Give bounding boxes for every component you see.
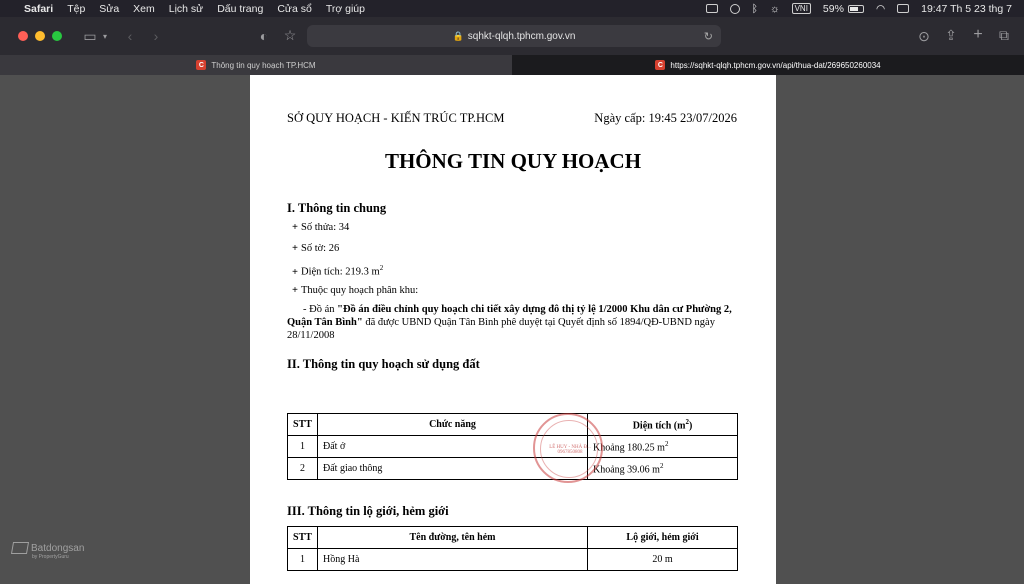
col-area: Diện tích $(m^2)$ xyxy=(588,414,738,436)
menu-history[interactable]: Lịch sử xyxy=(168,2,204,15)
document-title: THÔNG TIN QUY HOẠCH xyxy=(384,149,642,173)
screen-mirroring-icon[interactable] xyxy=(706,4,718,13)
display-icon[interactable]: ☼ xyxy=(769,2,780,15)
zoning-plan-description: - Đồ án "Đồ án điều chỉnh quy hoạch chi tiết xây dựng đô thị tỷ lệ 1/2000 Khu dân cư Phường 2, Quận Tân Bình" đã được UBND Quận Tân Bình phê duyệt tại Quyết định số 1894/QĐ-UBND ngày 28/11/2008 xyxy=(287,304,732,341)
battery-percent: 59% xyxy=(822,2,844,15)
table-header-row xyxy=(288,414,738,436)
tab-label: https://sqhkt-qlqh.tphcm.gov.vn/api/thua-dat/269650260034 xyxy=(670,60,881,70)
window-controls xyxy=(0,31,62,41)
forward-button[interactable]: › xyxy=(153,28,159,44)
menu-bookmarks[interactable]: Dấu trang xyxy=(217,2,264,15)
menu-file[interactable]: Tệp xyxy=(67,2,86,15)
section-road-width-heading: III. Thông tin lộ giới, hẻm giới xyxy=(287,504,449,518)
plan-title: "Đồ án điều chỉnh quy hoạch chi tiết xây dựng đô thị tỷ lệ 1/2000 Khu dân cư Phường 2, Quận Tân Bình" xyxy=(287,304,732,328)
col-road-name: Tên đường, tên hẻm xyxy=(318,527,588,549)
document-header xyxy=(287,111,737,126)
battery-status[interactable] xyxy=(823,3,864,15)
back-button[interactable]: ‹ xyxy=(127,28,133,44)
menu-edit[interactable]: Sửa xyxy=(99,2,120,15)
table-row: 1 Đất ở Khoảng 180.25 $m^2$ xyxy=(288,436,738,458)
col-stt: STT xyxy=(288,527,318,549)
new-tab-button[interactable]: + xyxy=(973,26,983,43)
menu-bar xyxy=(0,0,1024,17)
site-favicon-icon: C xyxy=(655,60,665,70)
tab-label: Thông tin quy hoạch TP.HCM xyxy=(211,60,316,70)
tab-planning-info[interactable] xyxy=(0,55,512,75)
sheet-number: + Số tờ: 26 xyxy=(292,243,340,254)
browser-toolbar xyxy=(0,17,1024,55)
download-icon[interactable]: ⊙ xyxy=(918,28,930,44)
section-land-use-heading: II. Thông tin quy hoạch sử dụng đất xyxy=(287,357,480,371)
planning-document xyxy=(250,75,776,584)
batdongsan-watermark: Batdongsan by PropertyGuru xyxy=(12,542,84,560)
menu-app-name[interactable]: Safari xyxy=(24,2,54,15)
issue-date: Ngày cấp: 19:45 23/07/2026 xyxy=(594,111,737,125)
batdongsan-logo-icon xyxy=(11,542,29,554)
table-row: 1 Hồng Hà 20 m xyxy=(288,549,738,571)
address-bar[interactable] xyxy=(307,25,721,47)
battery-icon xyxy=(848,5,864,13)
table-header-row xyxy=(288,527,738,549)
tab-overview-icon[interactable]: ⧉ xyxy=(999,27,1009,43)
lot-area: + Diện tích: 219.3 $m^2$ xyxy=(292,264,384,278)
page-viewport[interactable] xyxy=(0,75,1024,584)
agency-name: SỞ QUY HOẠCH - KIẾN TRÚC TP.HCM xyxy=(287,111,505,125)
zoom-window-button[interactable] xyxy=(52,31,62,41)
menu-clock[interactable]: 19:47 Th 5 23 thg 7 xyxy=(921,2,1012,15)
input-source-badge[interactable]: VNI xyxy=(792,3,811,14)
privacy-shield-icon[interactable]: ◐ xyxy=(259,28,269,44)
control-center-icon[interactable] xyxy=(897,4,909,13)
chevron-down-icon[interactable]: ▾ xyxy=(102,31,107,41)
section-general-heading: I. Thông tin chung xyxy=(287,201,387,215)
menu-view[interactable]: Xem xyxy=(133,2,155,15)
col-function: Chức năng xyxy=(318,414,588,436)
tab-api-thua-dat[interactable] xyxy=(512,55,1024,75)
share-icon[interactable]: ⇪ xyxy=(945,27,957,43)
zoning-label: + Thuộc quy hoạch phân khu: xyxy=(292,285,419,296)
tab-bar xyxy=(0,55,1024,75)
land-use-table xyxy=(287,413,738,480)
bluetooth-icon[interactable]: ᛒ xyxy=(751,2,758,15)
col-road-width: Lộ giới, hẻm giới xyxy=(588,527,738,549)
minimize-window-button[interactable] xyxy=(35,31,45,41)
site-favicon-icon: C xyxy=(196,60,206,70)
lock-icon: 🔒 xyxy=(452,30,464,41)
address-text[interactable]: sqhkt-qlqh.tphcm.gov.vn xyxy=(467,30,576,42)
stamp-text: LÊ HUY - NHÀ Đ... 0967850808 xyxy=(549,445,591,455)
sidebar-toggle-icon[interactable]: ▭ xyxy=(83,27,97,44)
focus-icon[interactable] xyxy=(730,4,740,14)
table-row: 2 Đất giao thông Khoảng 39.06 $m^2$ xyxy=(288,458,738,480)
col-stt: STT xyxy=(288,414,318,436)
wifi-icon[interactable]: ◠ xyxy=(875,2,886,15)
menu-window[interactable]: Cửa sổ xyxy=(277,2,312,15)
bookmark-star-icon[interactable]: ☆ xyxy=(283,27,297,43)
road-width-table xyxy=(287,526,738,571)
reload-icon[interactable]: ↻ xyxy=(703,30,713,43)
menu-help[interactable]: Trợ giúp xyxy=(325,2,365,15)
lot-number: + Số thửa: 34 xyxy=(292,222,350,233)
close-window-button[interactable] xyxy=(18,31,28,41)
